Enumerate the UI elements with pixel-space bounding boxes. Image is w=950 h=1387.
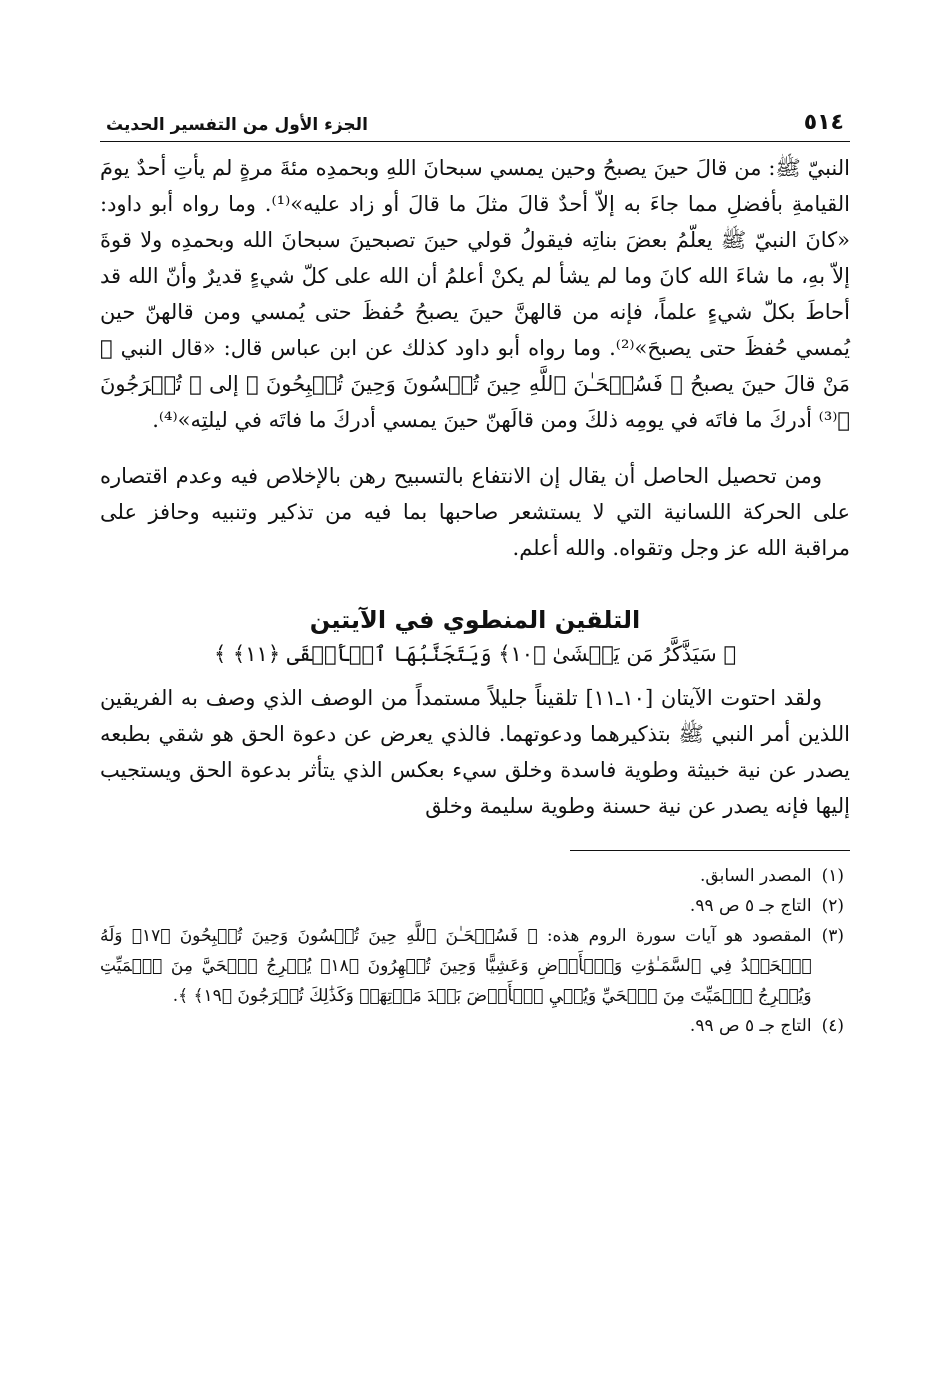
footnote [100,891,844,921]
footnote [100,921,844,1011]
footnote [100,861,844,891]
footnote-number: (١) [821,866,844,886]
book-title: الجزء الأول من التفسير الحديث [106,115,368,135]
footnote-number: (٢) [821,896,844,916]
footnote-text: المقصود هو آيات سورة الروم هذه: ﴿ فَسُبۡحَـٰنَ ٱللَّهِ حِينَ تُمۡسُونَ وَحِينَ تُصۡبِحُونَ ﴿١٧﴾ وَلَهُ ٱلۡحَمۡدُ فِي ٱلسَّمَـٰوَٰتِ وَٱلۡأَرۡضِ وَعَشِيًّا وَحِينَ تُظۡهِرُونَ ﴿١٨﴾ يُخۡرِجُ ٱلۡحَيَّ مِنَ ٱلۡمَيِّتِ وَيُخۡرِجُ ٱلۡمَيِّتَ مِنَ ٱلۡحَيِّ وَيُحۡيِ ٱلۡأَرۡضَ بَعۡدَ مَوۡتِهَاۚ وَكَذَٰلِكَ تُخۡرَجُونَ ﴿١٩﴾ ﴾. [100,926,812,1006]
footnote-number: (٤) [821,1016,844,1036]
footnote-text: المصدر السابق. [700,866,812,886]
footnote-number: (٣) [821,926,844,946]
footnote-divider [570,850,850,851]
book-page [100,110,850,1041]
section-verse: ﴿ سَيَذَّكَّرُ مَن يَخۡشَىٰ ﴿١٠﴾ وَيَتَجَنَّبُهَا ٱلۡأَشۡقَى ﴿١١﴾ ﴾ [213,642,737,666]
footnotes [100,861,850,1041]
paragraph-hadith: النبيّ ﷺ: من قالَ حينَ يصبحُ وحين يمسي سبحانَ اللهِ وبحمدِه مئةَ مرةٍ لم يأتِ أحدٌ يومَ القيامةِ بأفضلِ مما جاءَ به إلاّ أحدٌ قالَ مثلَ ما قالَ أو زاد عليه»⁽¹⁾. وما رواه أبو داود: «كانَ النبيّ ﷺ يعلّمُ بعضَ بناتِه فيقولُ قولي حينَ تصبحينَ سبحانَ الله وبحمدِه ولا قوةَ إلاّ بهِ، ما شاءَ الله كانَ وما لم يشأ لم يكنْ أعلمُ أن الله على كلّ شيءٍ قديرٌ وأنّ الله قد أحاطَ بكلّ شيءٍ علماً، فإنه من قالهنَّ حينَ يصبحُ حُفظَ حتى يُمسي ومن قالهنّ حين يُمسي حُفظَ حتى يصبحَ»⁽²⁾. وما رواه أبو داود كذلك عن ابن عباس قال: «قال النبي ﷺ مَنْ قالَ حينَ يصبحُ ﴿ فَسُبۡحَـٰنَ ٱللَّهِ حِينَ تُمۡسُونَ وَحِينَ تُصۡبِحُونَ ﴾ إلى ﴿ تُخۡرَجُونَ ﴾⁽³⁾ أدركَ ما فاتَه في يومِه ذلكَ ومن قالَهنّ حينَ يمسي أدركَ ما فاتَه في ليلتِه»⁽⁴⁾. [100,156,851,432]
footnote-text: التاج جـ ٥ ص ٩٩. [689,1016,812,1036]
footnote [100,1011,844,1041]
page-header [100,110,850,142]
section-heading: التلقين المنطوي في الآيتين [309,606,641,634]
paragraph-commentary: ولقد احتوت الآيتان [١٠ـ١١] تلقيناً جليلاً مستمداً من الوصف الذي وصف به الفريقين اللذين أمر النبي ﷺ بتذكيرهما ودعوتهما. فالذي يعرض عن دعوة الحق هو شقي بطبعه يصدر عن نية خبيثة وطوية فاسدة وخلق سيء بعكس الذي يتأثر بدعوة الحق ويستجيب إليها فإنه يصدر عن نية حسنة وطوية سليمة وخلق [100,686,850,818]
page-number: ٥١٤ [803,110,844,135]
footnote-text: التاج جـ ٥ ص ٩٩. [689,896,812,916]
paragraph-conclusion: ومن تحصيل الحاصل أن يقال إن الانتفاع بالتسبيح رهن بالإخلاص فيه وعدم اقتصاره على الحركة اللسانية التي لا يستشعر صاحبها بما فيه من تذكير وتنبيه وحافز على مراقبة الله عز وجل وتقواه. والله أعلم. [100,464,850,560]
